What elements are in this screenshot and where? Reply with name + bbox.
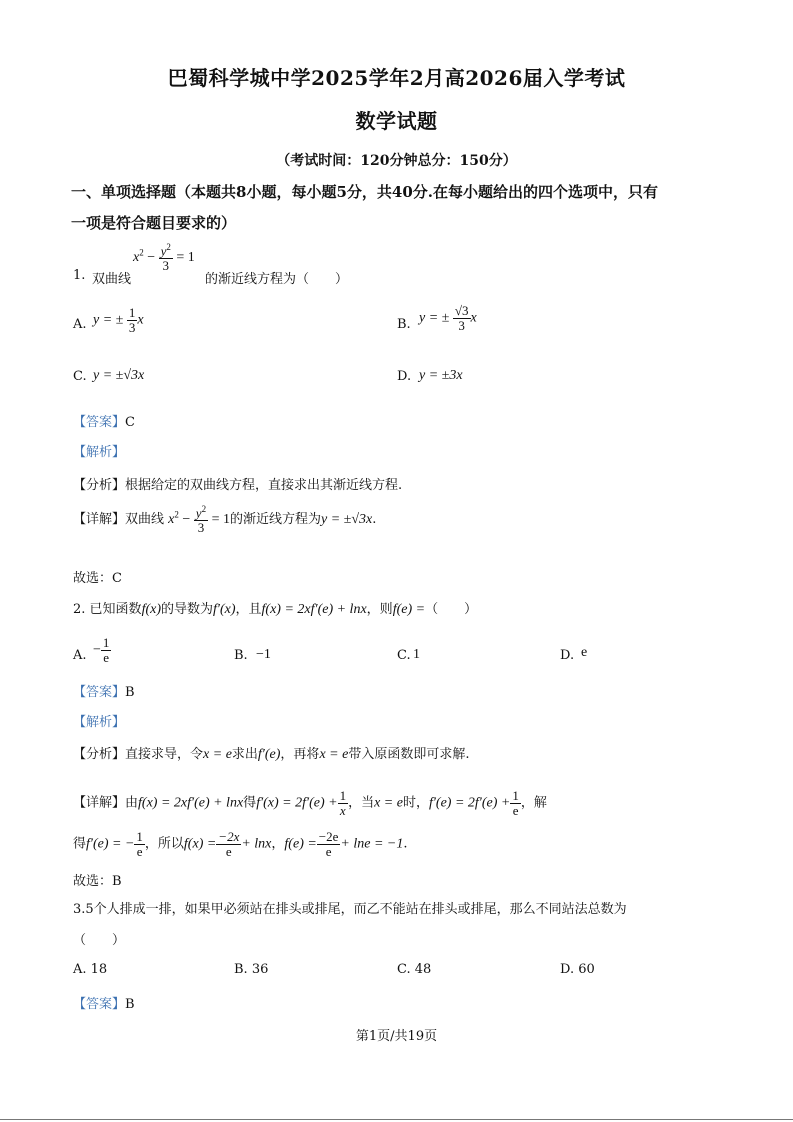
q1-answer-label: 【答案】	[73, 415, 126, 430]
q3-number: 3.	[73, 902, 86, 917]
q1-detail-eq-frac	[194, 505, 208, 535]
q2-detail-line1	[73, 789, 547, 817]
q2-choice-value: B	[112, 874, 122, 889]
q2-detail-eq6-frac	[317, 830, 341, 858]
q1-option-a-frac	[127, 306, 138, 334]
q2-stem-1: 已知函数	[89, 602, 142, 617]
q2-detail-eq6-num: −2e	[318, 829, 339, 844]
q2-stem-f: f(x)	[141, 602, 161, 617]
q1-answer-value: C	[125, 415, 135, 430]
q1-detail-middle: 的渐近线方程为	[229, 512, 321, 528]
q1-option-b	[419, 304, 477, 332]
q2-option-d: e	[581, 645, 588, 660]
exam-info: （考试时间：120分钟总分：150分）	[276, 153, 517, 169]
q2-analysis-3: ，再将	[280, 747, 320, 762]
q1-detail-line	[73, 505, 376, 535]
q1-option-a-label: A.	[73, 317, 87, 332]
q2-detail-eq3-pre: f′(e) = 2f′(e) +	[428, 795, 511, 811]
q1-detail-label: 【详解】	[73, 512, 126, 528]
q2-analysis-label: 【解析】	[73, 715, 126, 730]
q3-option-d: D. 60	[560, 962, 595, 977]
q2-detail-eq5-frac	[216, 830, 241, 858]
q1-detail-end: .	[372, 512, 377, 528]
q1-option-a	[93, 306, 144, 334]
q2-option-c: 1	[413, 647, 420, 662]
q2-option-d-label: D.	[560, 648, 575, 663]
q2-detail-2: 得	[243, 795, 257, 811]
q2-stem-2: 的导数为	[161, 602, 214, 617]
q1-choice-prefix: 故选：	[73, 571, 113, 586]
q1-option-b-pre: y = ±	[419, 310, 450, 326]
q1-equation	[133, 243, 195, 273]
document-title: 巴蜀科学城中学2025学年2月高2026届入学考试	[167, 66, 626, 90]
q1-eq-y: y	[160, 243, 167, 259]
q2-choice-prefix: 故选：	[73, 874, 113, 889]
q2-detail-eq2-pre: f′(x) = 2f′(e) +	[256, 795, 338, 811]
q3-option-c: C. 48	[397, 962, 432, 977]
q3-option-b: B. 36	[234, 962, 269, 977]
q2-option-a-frac	[101, 636, 112, 664]
q1-eq-y-sup: 2	[166, 242, 171, 252]
q2-detail-3: ，当	[348, 795, 375, 811]
q2-option-a-den: e	[103, 649, 110, 665]
q2-option-a	[93, 636, 111, 664]
page-bottom-divider	[0, 1119, 793, 1120]
q2-analysis-1: 直接求导，令	[125, 747, 204, 762]
q2-detail-7: ，所以	[144, 836, 184, 852]
q1-detail-eq-x-sup: 2	[174, 509, 179, 520]
q1-eq-x-sup: 2	[139, 247, 144, 258]
q1-detail-prefix: 双曲线	[125, 512, 165, 528]
q1-option-b-den: 3	[458, 317, 465, 333]
q2-detail-4: 时，	[402, 795, 429, 811]
q2-stem-line	[73, 598, 477, 618]
q1-eq-rhs: = 1	[176, 250, 195, 266]
q2-fenxi-line	[73, 743, 469, 763]
q2-analysis-fp: f′(e)	[257, 747, 281, 762]
q2-detail-8: ，	[271, 836, 285, 852]
document-subtitle: 数学试题	[355, 109, 438, 133]
q1-eq-frac	[159, 243, 173, 273]
q2-detail-5: ，解	[520, 795, 547, 811]
q2-option-a-num: 1	[102, 635, 110, 650]
q2-stem-5: （ ）	[425, 602, 478, 617]
q2-detail-eq5-num: −2x	[218, 829, 240, 844]
q1-detail-eq-y-sup: 2	[201, 504, 207, 514]
q2-detail-eq1: f(x) = 2xf′(e) + lnx	[138, 795, 244, 811]
q2-detail-eq2-den: x	[339, 802, 346, 818]
q1-option-c: y = ±√3x	[93, 368, 145, 383]
q1-option-b-num: √3	[454, 303, 469, 318]
q1-option-d-label: D.	[397, 369, 412, 384]
q2-stem-3: ，且	[235, 602, 262, 617]
q2-detail-eq2-num: 1	[339, 788, 347, 803]
q1-option-a-var: x	[137, 312, 144, 328]
q2-detail-eq6-pre: f(e) =	[284, 836, 317, 852]
q2-option-a-sign: −	[93, 642, 101, 658]
q3-stem-line1	[73, 898, 627, 917]
q2-detail-eq5-pre: f(x) =	[183, 836, 217, 852]
q2-option-b-label: B.	[234, 648, 248, 663]
q2-analysis-x2: x = e	[319, 747, 349, 762]
q2-detail-eq5-den: e	[225, 843, 232, 859]
q2-stem-fp: f′(x)	[213, 602, 236, 617]
q1-analysis-label: 【解析】	[73, 445, 126, 460]
q2-option-b: −1	[256, 647, 271, 662]
page-footer: 第1页/共19页	[355, 1029, 438, 1044]
q2-detail-x: x = e	[374, 795, 403, 811]
q3-answer-label: 【答案】	[73, 997, 126, 1012]
q2-detail-eq4-den: e	[136, 843, 143, 859]
q1-detail-eq-y: y	[195, 505, 202, 521]
q1-choice-line	[73, 567, 122, 586]
q1-option-b-var: x	[470, 310, 477, 326]
q2-answer-value: B	[125, 685, 135, 700]
q1-fenxi-line	[73, 474, 402, 493]
q2-detail-eq6-post: + lne = −1	[340, 836, 404, 852]
q2-detail-end: .	[403, 836, 408, 852]
q2-detail-eq3-den: e	[512, 802, 519, 818]
q2-detail-eq3-frac	[510, 789, 521, 817]
q2-answer-line	[73, 681, 135, 700]
q1-option-a-den: 3	[128, 319, 136, 335]
q1-option-b-label: B.	[397, 317, 411, 332]
q2-stem-4: ，则	[366, 602, 393, 617]
q1-eq-minus: −	[147, 250, 156, 266]
section-heading-line1: 一、单项选择题（本题共8小题，每小题5分，共40分.在每小题给出的四个选项中，只有	[71, 183, 658, 201]
q2-fenxi-label: 【分析】	[73, 747, 126, 762]
q2-analysis-x: x = e	[203, 747, 232, 762]
section-heading-line2: 一项是符合题目要求的）	[71, 214, 237, 232]
q2-detail-6: 得	[73, 836, 87, 852]
q3-option-a: A. 18	[73, 962, 108, 977]
q2-detail-eq6-den: e	[325, 843, 332, 859]
q2-detail-eq4-frac	[134, 830, 145, 858]
q1-detail-eq-den: 3	[197, 519, 205, 535]
q2-detail-eq2-frac	[338, 789, 349, 817]
q2-stem-eq: f(x) = 2xf′(e) + lnx	[261, 602, 367, 617]
q1-detail-result: y = ±√3x	[321, 512, 373, 528]
q1-number: 1.	[73, 268, 86, 283]
q2-choice-line	[73, 870, 122, 889]
q2-detail-eq4-pre: f′(e) = −	[86, 836, 135, 852]
q2-detail-eq5-post: + lnx	[241, 836, 272, 852]
q1-detail-eq-minus: −	[182, 512, 191, 528]
q1-fenxi-label: 【分析】	[73, 478, 126, 493]
q1-option-a-num: 1	[128, 305, 136, 320]
q1-eq-den: 3	[162, 257, 170, 273]
q1-choice-value: C	[112, 571, 122, 586]
q3-stem-text: 5个人排成一排，如果甲必须站在排头或排尾，而乙不能站在排头或排尾，那么不同站法总数为	[85, 902, 627, 917]
q1-option-a-pre: y = ±	[93, 312, 124, 328]
q2-detail-1: 由	[125, 795, 139, 811]
q2-answer-label: 【答案】	[73, 685, 126, 700]
q1-answer-line	[73, 411, 135, 430]
q2-analysis-4: 带入原函数即可求解.	[348, 747, 470, 762]
q1-option-b-frac	[453, 304, 471, 332]
q1-stem-prefix: 双曲线	[92, 272, 132, 287]
q2-stem-fe: f(e) =	[392, 602, 426, 617]
q2-detail-line2	[73, 830, 408, 858]
q2-detail-eq3-num: 1	[512, 788, 519, 803]
q2-detail-label: 【详解】	[73, 795, 126, 811]
q3-answer-line	[73, 993, 135, 1012]
q1-detail-eq-x: x	[168, 512, 175, 528]
q3-stem-line2: （ ）	[73, 933, 126, 948]
q2-option-c-label: C.	[397, 648, 411, 663]
q1-option-c-label: C.	[73, 369, 87, 384]
q2-number: 2.	[73, 602, 86, 617]
q1-detail-eq	[168, 504, 230, 535]
q1-stem-suffix: 的渐近线方程为（ ）	[205, 272, 349, 287]
q2-option-a-label: A.	[73, 648, 87, 663]
q2-detail-eq4-num: 1	[136, 829, 143, 844]
q1-eq-x: x	[133, 250, 140, 266]
q3-answer-value: B	[125, 997, 135, 1012]
q2-analysis-2: 求出	[231, 747, 258, 762]
q1-fenxi-text: 根据给定的双曲线方程，直接求出其渐近线方程.	[125, 478, 403, 493]
q1-detail-eq-rhs: = 1	[211, 512, 230, 528]
q1-option-d: y = ±3x	[419, 368, 463, 383]
